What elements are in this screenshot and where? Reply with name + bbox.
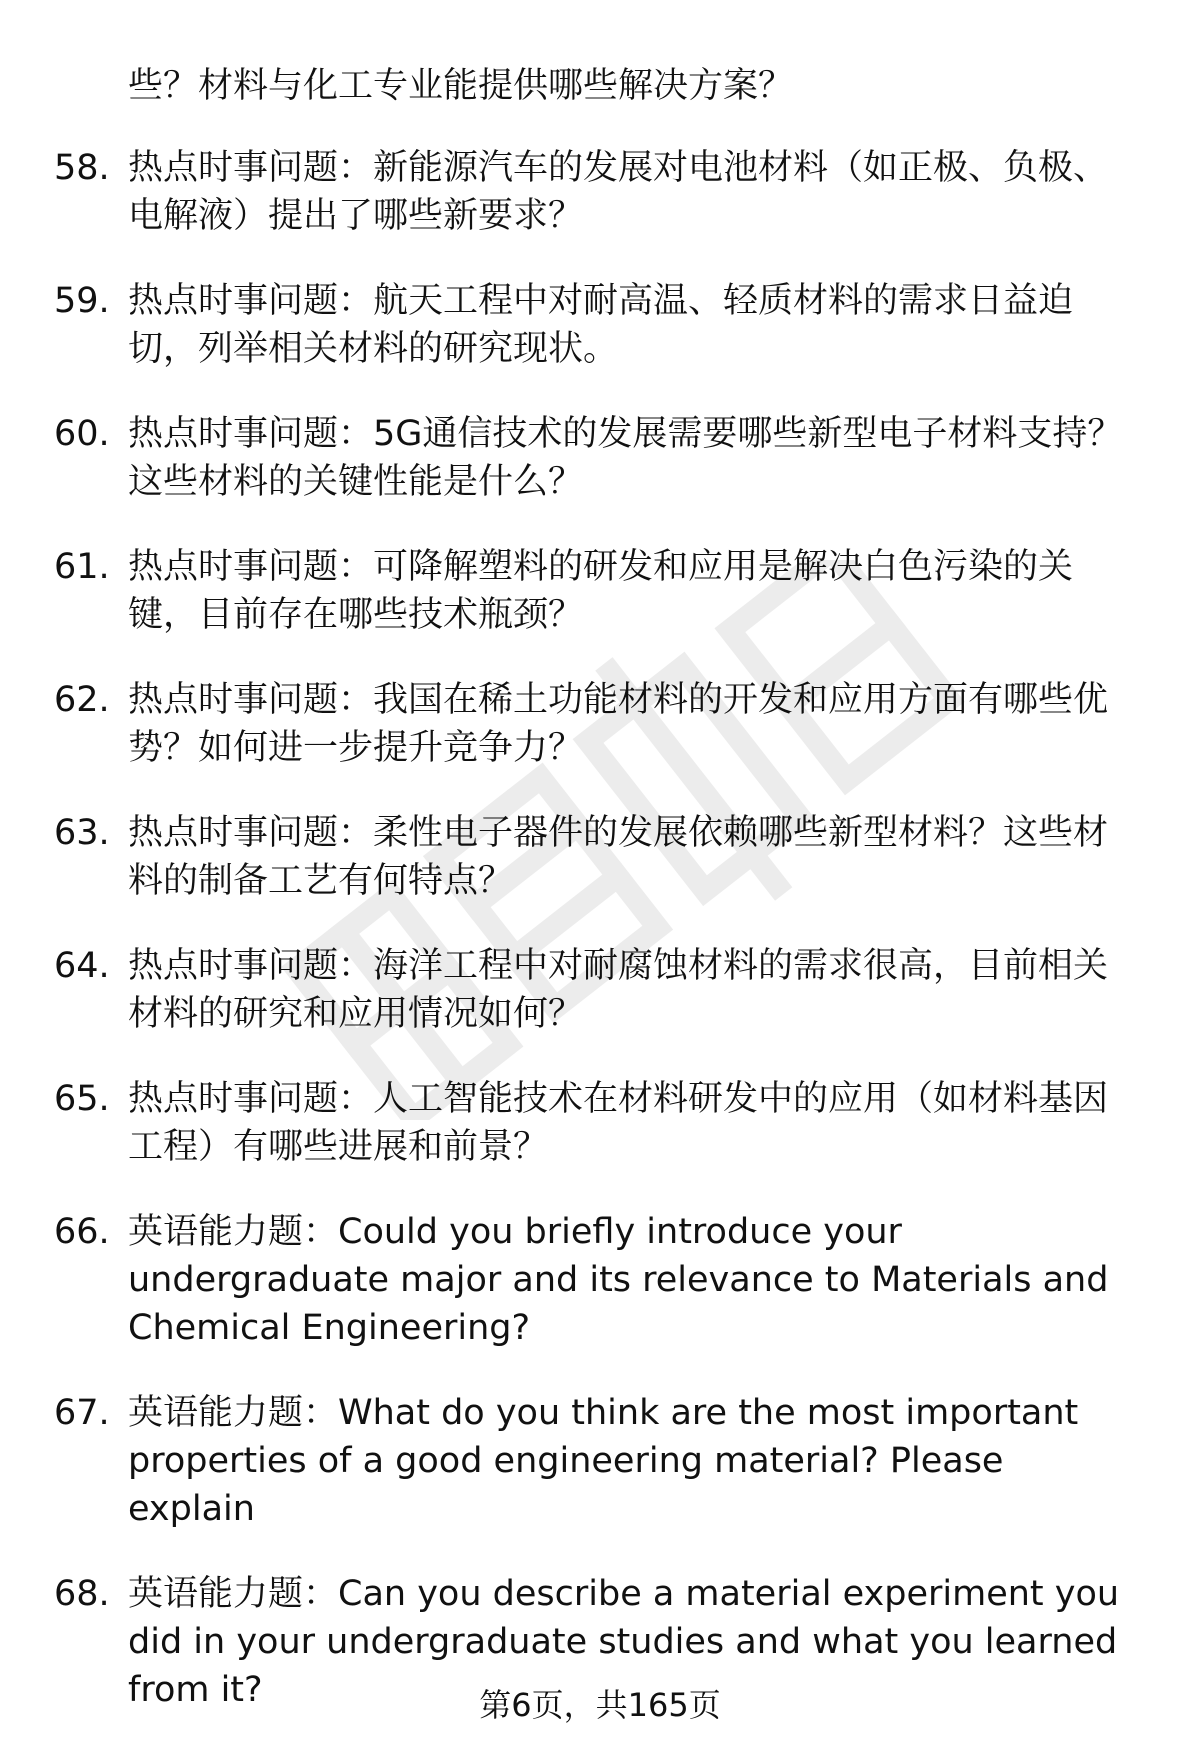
continuation-text: 些？材料与化工专业能提供哪些解决方案？ [128,66,794,106]
question-number: 66. [54,1212,110,1252]
question-text: 英语能力题：What do you think are the most important properties of a good engineering material? Please explain [128,1393,1079,1529]
list-item [0,277,1138,373]
list-item [0,410,1138,506]
question-list [0,144,1200,1751]
question-text: 热点时事问题：航天工程中对耐高温、轻质材料的需求日益迫切，列举相关材料的研究现状。 [128,281,1074,369]
list-item [0,809,1138,905]
list-item [0,543,1138,639]
question-number: 65. [54,1079,110,1119]
list-item [0,1075,1138,1171]
question-number: 67. [54,1393,110,1433]
question-text: 热点时事问题：海洋工程中对耐腐蚀材料的需求很高，目前相关材料的研究和应用情况如何？ [128,946,1109,1034]
question-text: 热点时事问题：可降解塑料的研发和应用是解决白色污染的关键，目前存在哪些技术瓶颈？ [128,547,1074,635]
question-text: 热点时事问题：5G通信技术的发展需要哪些新型电子材料支持？这些材料的关键性能是什么？ [128,414,1123,502]
question-number: 61. [54,547,110,587]
question-number: 68. [54,1574,110,1614]
question-text: 英语能力题：Can you describe a material experiment you did in your undergraduate studies and what you learned from it? [128,1574,1120,1710]
list-item [0,942,1138,1038]
question-text: 热点时事问题：新能源汽车的发展对电池材料（如正极、负极、电解液）提出了哪些新要求？ [128,148,1109,236]
list-item [0,1389,1138,1533]
question-text: 英语能力题：Could you briefly introduce your undergraduate major and its relevance to Materials and Chemical Engineering? [128,1212,1109,1348]
page-indicator: 第6页，共165页 [479,1686,721,1724]
question-text: 热点时事问题：我国在稀土功能材料的开发和应用方面有哪些优势？如何进一步提升竞争力？ [128,680,1109,768]
list-item [0,676,1138,772]
question-number: 62. [54,680,110,720]
list-item [0,1208,1138,1352]
question-number: 63. [54,813,110,853]
question-text: 热点时事问题：柔性电子器件的发展依赖哪些新型材料？这些材料的制备工艺有何特点？ [128,813,1109,901]
question-number: 59. [54,281,110,321]
question-number: 58. [54,148,110,188]
list-item [0,144,1138,240]
question-text: 热点时事问题：人工智能技术在材料研发中的应用（如材料基因工程）有哪些进展和前景？ [128,1079,1109,1167]
question-number: 64. [54,946,110,986]
question-number: 60. [54,414,110,454]
